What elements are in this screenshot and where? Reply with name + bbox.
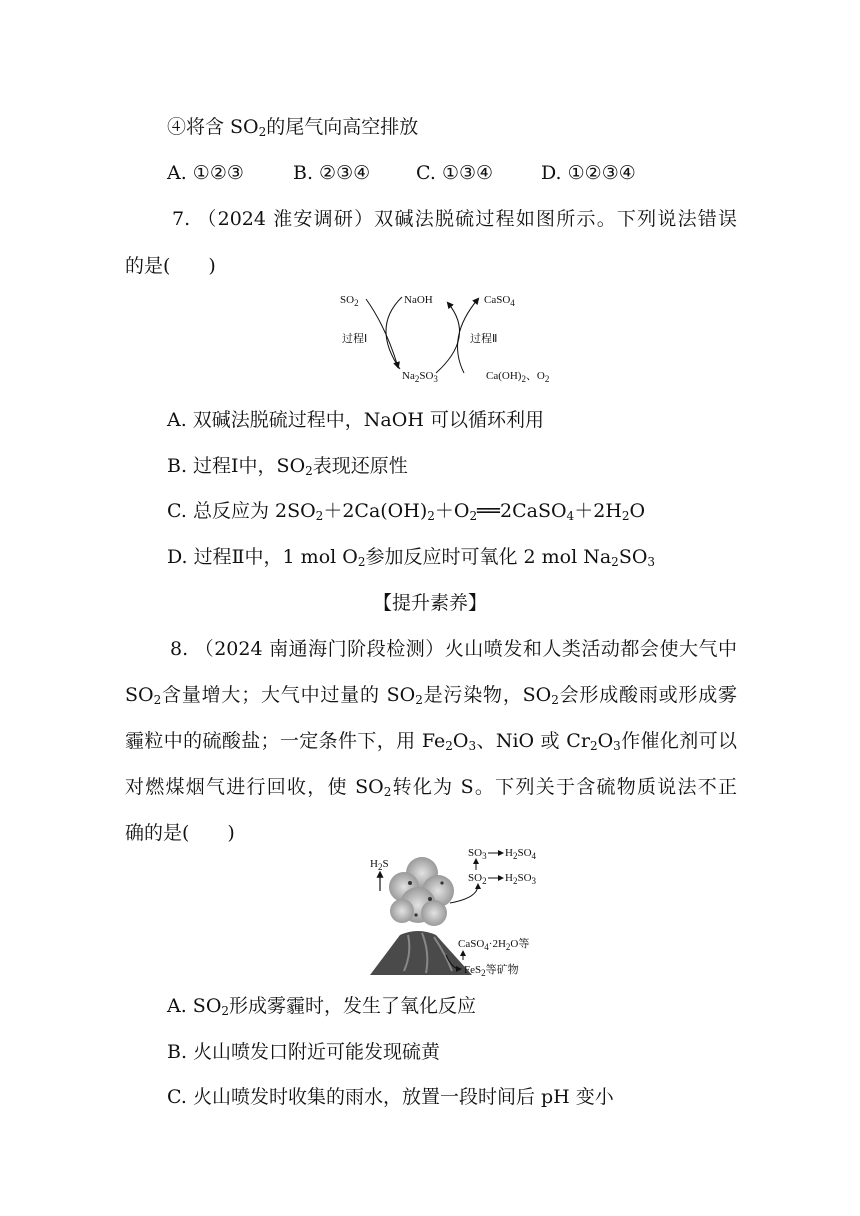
q7-option-b: B. 过程Ⅰ中，$SO_2$表现还原性 (167, 455, 408, 478)
process-1-label: 过程Ⅰ (342, 333, 368, 345)
q8-option-c: C. 火山喷发时收集的雨水，放置一段时间后 pH 变小 (167, 1086, 614, 1108)
arc-right-to-naoh (436, 303, 460, 373)
volcano-diagram (360, 843, 570, 983)
h2so4-label: $H_2SO_4$ (505, 847, 537, 861)
question-8-line-1: 8. （2024 南通海门阶段检测）火山喷发和人类活动都会使大气中 (170, 638, 737, 660)
so3-label: $SO_3$ (468, 847, 487, 861)
option-c: C. ①③④ (416, 162, 494, 184)
section-title: 【提升素养】 (372, 592, 487, 614)
fes2-label: FeS$_2$等矿物 (464, 964, 519, 978)
double-alkali-diagram (336, 287, 566, 387)
option-b: B. ②③④ (293, 162, 371, 184)
q7-option-d: D. 过程Ⅱ中，1 mol $O_2$参加反应时可氧化 2 mol $Na_2SO_3$ (167, 546, 656, 569)
question-8-line-3: 霾粒中的硫酸盐；一定条件下，用 $Fe_2O_3$、NiO 或 $Cr_2O_3$作催化剂可以 (125, 730, 737, 753)
option-a: A. ①②③ (167, 162, 244, 184)
process-2-label: 过程Ⅱ (470, 333, 498, 345)
q7-option-c: C. 总反应为 $2SO_2+2Ca(OH)_2+O_2══2CaSO_4+2H_2O$ (167, 500, 646, 523)
q8-option-b: B. 火山喷发口附近可能发现硫黄 (167, 1041, 441, 1063)
arrow-to-so2 (450, 885, 478, 903)
so2-label: $SO_2$ (468, 872, 487, 886)
question-8-line-5: 确的是( ) (125, 822, 235, 844)
h2s-label: $H_2S$ (370, 858, 389, 872)
q8-option-a: A. $SO_2$形成雾霾时，发生了氧化反应 (167, 995, 477, 1018)
na2so3-label: $Na_2SO_3$ (402, 370, 438, 384)
option-d: D. ①②③④ (541, 162, 636, 184)
question-8-line-2: $SO_2$含量增大；大气中过量的 $SO_2$是污染物，$SO_2$会形成酸雨或形成雾 (125, 684, 737, 707)
question-8-line-4: 对燃煤烟气进行回收，使 $SO_2$转化为 S。下列关于含硫物质说法不正 (125, 776, 737, 799)
caso4-label: CaSO$_4$ (484, 294, 515, 308)
so2-label: $SO_2$ (340, 294, 359, 308)
statement-4: ④将含 $SO_2$的尾气向高空排放 (167, 116, 419, 139)
question-7-stem: 7. （2024 淮安调研）双碱法脱硫过程如图所示。下列说法错误 (172, 208, 737, 230)
q7-option-a: A. 双碱法脱硫过程中，NaOH 可以循环利用 (167, 409, 544, 431)
naoh-label: NaOH (404, 294, 433, 306)
caoh2-o2-label: $Ca(OH)_2$、$O_2$ (486, 370, 550, 384)
h2so3-label: $H_2SO_3$ (505, 872, 537, 886)
gypsum-label: $CaSO_4\cdot 2H_2O$等 (458, 938, 530, 952)
arc-left (386, 297, 402, 369)
smoke-plume (389, 857, 454, 926)
question-7-stem-end: 的是( ) (125, 255, 216, 277)
